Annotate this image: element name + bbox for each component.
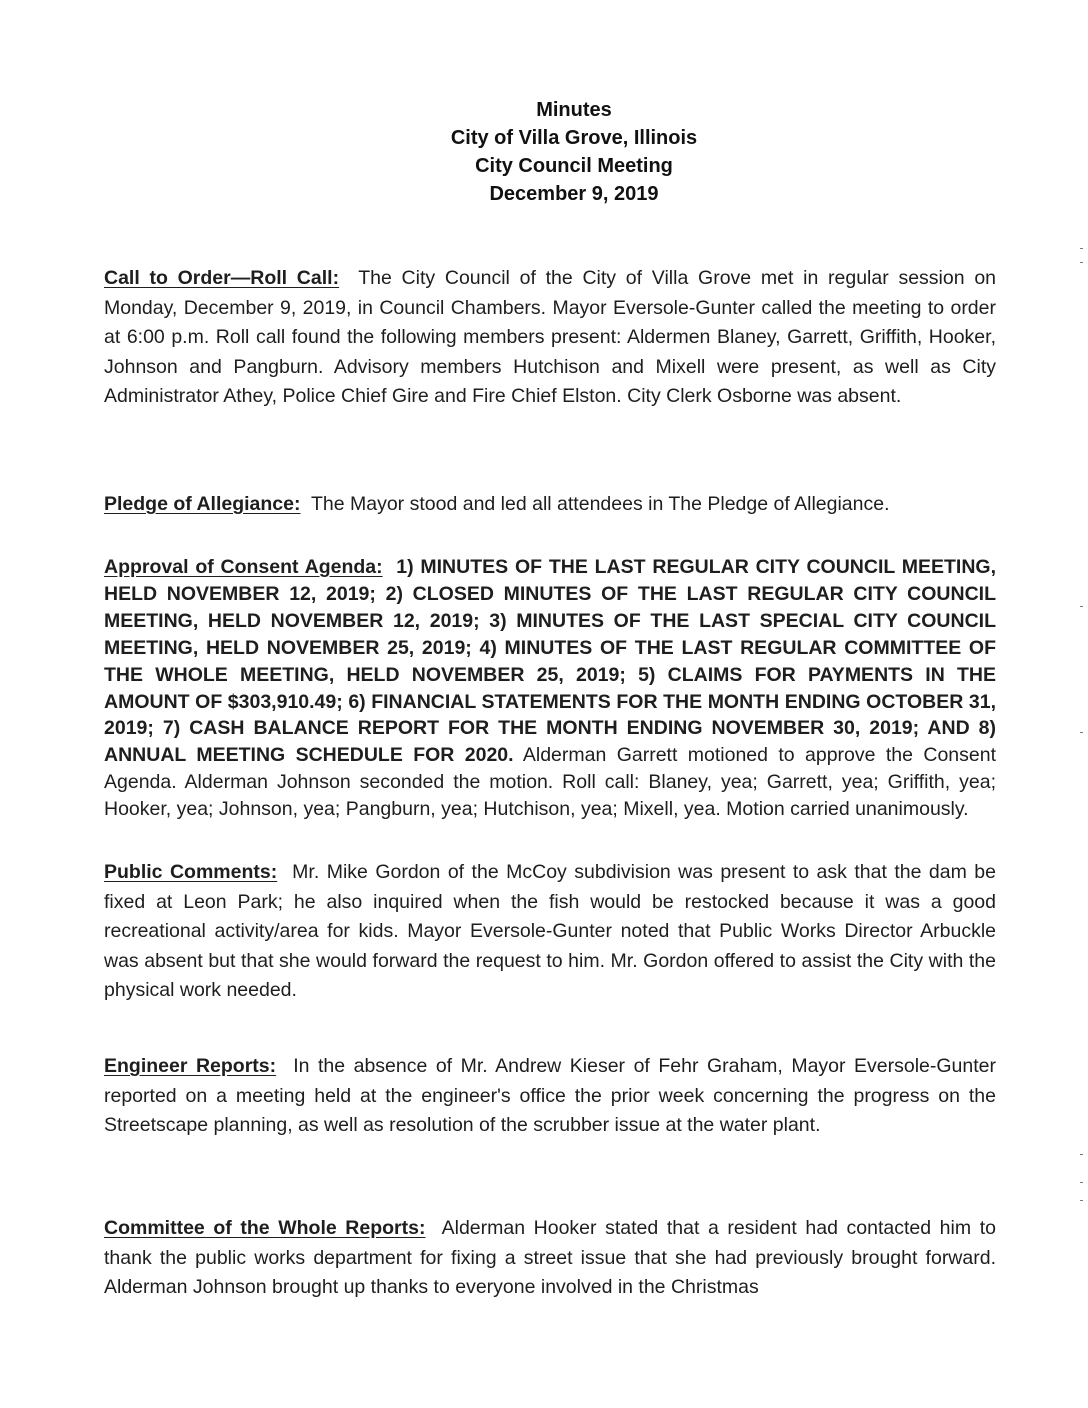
section-consent-agenda [104,554,996,823]
scan-speck [1080,606,1083,607]
section-heading: Engineer Reports: [104,1055,277,1077]
header-title: Minutes [536,99,612,121]
scan-speck [1080,1154,1083,1155]
document-header [0,96,1088,208]
header-date: December 9, 2019 [489,183,659,205]
header-meeting: City Council Meeting [475,155,673,177]
section-public-comments [104,858,996,1006]
section-body: In the absence of Mr. Andrew Kieser of Fehr Graham, Mayor Eversole-Gunter reported on a meeting held at the engineer's office the prior week concerning the progress on the Streetscape planning, as well as resolution of the scrubber issue at the water plant. [104,1055,997,1136]
section-body: Alderman Hooker stated that a resident had contacted him to thank the public works department for fixing a street issue that she had previously brought forward. Alderman Johnson brought up thanks to everyone involved in the Christmas [104,1217,996,1298]
section-heading: Approval of Consent Agenda: [104,556,383,578]
section-call-to-order [104,264,996,412]
scan-speck [1080,262,1083,263]
section-body: Mr. Mike Gordon of the McCoy subdivision was present to ask that the dam be fixed at Leon Park; he also inquired when the fish would be restocked because it was a good recreational activity/area for kids. Mayor Eversole-Gunter noted that Public Works Director Arbuckle was absent but that she would forward the request to him. Mr. Gordon offered to assist the City with the physical work needed. [104,861,996,1001]
section-heading: Committee of the Whole Reports: [104,1217,426,1239]
scan-speck [1080,248,1083,249]
section-heading: Call to Order—Roll Call: [104,267,340,289]
section-committee-reports [104,1214,996,1303]
section-body: The Mayor stood and led all attendees in The Pledge of Allegiance. [310,493,890,515]
section-heading: Pledge of Allegiance: [104,493,301,515]
section-pledge [104,490,996,520]
section-engineer-reports [104,1052,996,1141]
header-city: City of Villa Grove, Illinois [450,127,698,149]
consent-items: 1) MINUTES OF THE LAST REGULAR CITY COUNCIL MEETING, HELD NOVEMBER 12, 2019; 2) CLOSED MINUTES OF THE LAST REGULAR CITY COUNCIL MEETING, HELD NOVEMBER 12, 2019; 3) MINUTES OF THE LAST SPECIAL CITY COUNCIL MEETING, HELD NOVEMBER 25, 2019; 4) MINUTES OF THE LAST REGULAR COMMITTEE OF THE WHOLE MEETING, HELD NOVEMBER 25, 2019; 5) CLAIMS FOR PAYMENTS IN THE AMOUNT OF $303,910.49; 6) FINANCIAL STATEMENTS FOR THE MONTH ENDING OCTOBER 31, 2019; 7) CASH BALANCE REPORT FOR THE MONTH ENDING NOVEMBER 30, 2019; AND 8) ANNUAL MEETING SCHEDULE FOR 2020. [104,556,996,767]
scan-speck [1080,1182,1083,1183]
scan-speck [1080,1200,1083,1201]
section-body: The City Council of the City of Villa Grove met in regular session on Monday, December 9, 2019, in Council Chambers. Mayor Eversole-Gunter called the meeting to order at 6:00 p.m. Roll call found the following members present: Aldermen Blaney, Garrett, Griffith, Hooker, Johnson and Pangburn. Advisory members Hutchison and Mixell were present, as well as City Administrator Athey, Police Chief Gire and Fire Chief Elston. City Clerk Osborne was absent. [104,267,997,407]
section-body: Alderman Garrett motioned to approve the Consent Agenda. Alderman Johnson seconded the motion. Roll call: Blaney, yea; Garrett, yea; Griffith, yea; Hooker, yea; Johnson, yea; Pangburn, yea; Hutchison, yea; Mixell, yea. Motion carried unanimously. [104,744,996,821]
scan-speck [1080,732,1083,733]
section-heading: Public Comments: [104,861,278,883]
